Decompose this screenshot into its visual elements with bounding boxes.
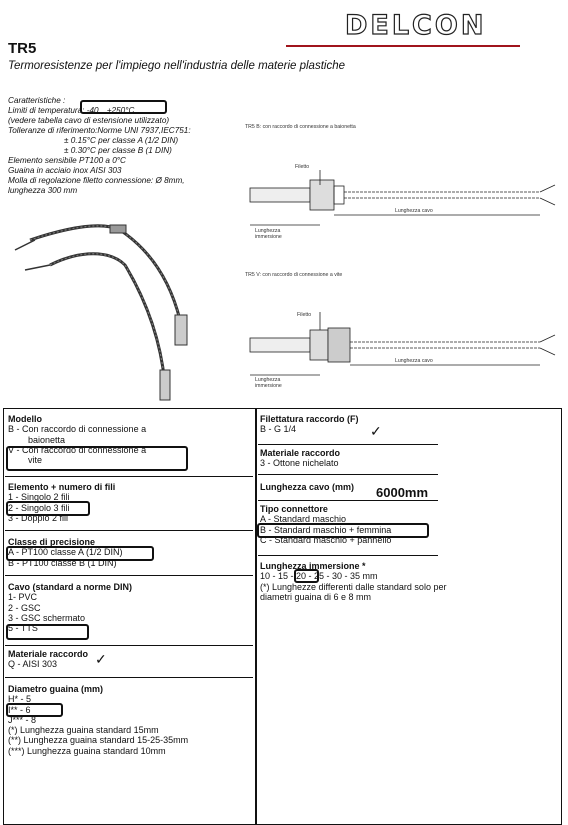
page-subtitle: Termoresistenze per l'impiego nell'industria delle materie plastiche [8,60,345,72]
specs-heading: Caratteristiche : [8,96,66,105]
diagram-b-lunghezza-immersione: Lunghezza immersione [255,228,282,240]
page-title: TR5 [8,40,37,57]
diagram-v-lunghezza-immersione: Lunghezza immersione [255,377,282,389]
highlight-immersione-20 [294,569,319,583]
brand-underline [286,45,520,47]
diagram-b-lunghezza-cavo: Lunghezza cavo [395,208,433,214]
highlight-temp [80,100,167,114]
diagram-b-caption: TR5 B: con raccordo di connessione a baionetta [245,124,356,130]
lunghezza-cavo-value: 6000mm [376,485,429,500]
product-photo [10,210,230,410]
sec-modello: Modello B - Con raccordo di connessione a baionetta V - Con raccordo di connessione a vite [8,414,147,466]
check-icon: ✓ [95,651,107,667]
temp-value: -40…+250°C [86,106,135,115]
specs-temp-row: Limiti di temperatura: -40…+250°C [8,106,135,115]
highlight-classe-a [6,546,154,561]
brand-logo: DELCON [345,10,487,41]
sec-classe: Classe di precisione A - PT100 classe A (1/2 DIN) B - PT100 classe B (1 DIN) [8,537,123,568]
highlight-diametro-i [6,703,63,717]
highlight-connettore-b [257,523,429,538]
sec-materiale-right: Materiale raccordo 3 - Ottone nichelato [260,448,341,469]
sec-elemento: Elemento + numero di fili 1 - Singolo 2 fili 2 - Singolo 3 fili 3 - Doppio 2 fili [8,482,116,523]
sec-immersione: Lunghezza immersione * 10 - 15 - 20 - 25 - 30 - 35 mm (*) Lunghezze differenti dalle standard solo per diametri guaina di 6 e 8 mm [260,561,447,602]
diagram-v-lunghezza-cavo: Lunghezza cavo [395,358,433,364]
highlight-cavo-5 [6,624,89,640]
check-icon: ✓ [370,423,382,439]
diagram-v-filetto: Filetto [297,312,312,318]
sec-diametro: Diametro guaina (mm) H* - 5 I** - 6 J*** - 8 (*) Lunghezza guaina standard 15mm (**) Lunghezza guaina standard 15-25-35mm (***) Lunghezza guaina standard 10mm [8,684,189,756]
sec-filettatura: Filettatura raccordo (F) B - G 1/4 [260,414,359,435]
specs-block: Caratteristiche : Limiti di temperatura: -40…+250°C (vedere tabella cavo di estensione utilizzato) Tolleranze di riferimento:Norme UNI 7937,IEC751: ± 0.15°C per classe A (1/2 DIN) ± 0.30°C per classe B (1 DIN) Elemento sensibile PT100 a 0°C Guaina in acciaio inox AISI 303 Molla di regolazione filetto connessione: Ø 8mm, lunghezza 300 mm [8,96,191,195]
sec-lunghezza-cavo: Lunghezza cavo (mm) [260,482,355,492]
sec-materiale-left: Materiale raccordo Q - AISI 303 [8,649,89,670]
diagram-v-caption: TR5 V: con raccordo di connessione a vite [245,272,343,278]
highlight-modello-v [6,446,188,471]
sec-cavo: Cavo (standard a norme DIN) 1- PVC 2 - GSC 3 - GSC schermato 5 - TTS [8,582,133,634]
diagram-b-filetto: Filetto [295,164,310,170]
table-divider [255,408,257,825]
highlight-elemento-2 [6,501,90,516]
sec-connettore: Tipo connettore A - Standard maschio B - Standard maschio + femmina C - Standard maschio + pannello [260,504,392,545]
